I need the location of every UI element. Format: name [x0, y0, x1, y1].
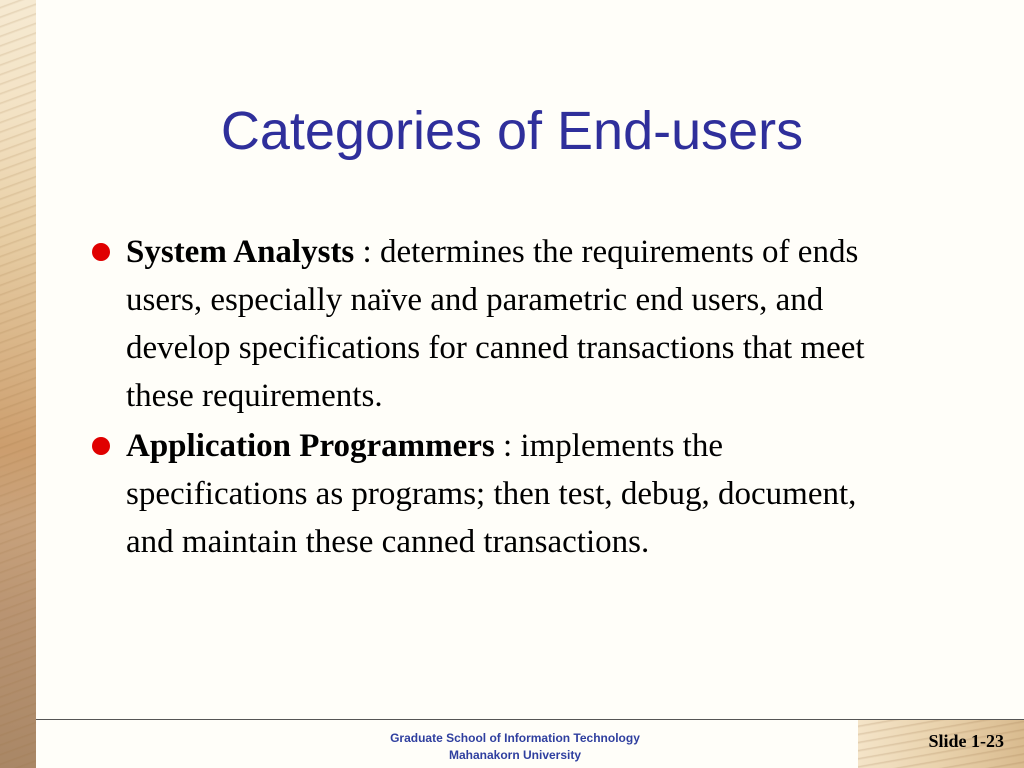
bullet-item-application-programmers — [90, 422, 870, 566]
bullet-term: System Analysts — [126, 234, 355, 270]
bullet-dot-icon — [92, 243, 110, 261]
slide-number: Slide 1-23 — [928, 731, 1004, 751]
slide-title: Categories of End-users — [220, 101, 804, 161]
bullet-item-system-analysts — [90, 228, 870, 420]
footer-line-2: Mahanakorn University — [448, 748, 582, 762]
footer-line-1: Graduate School of Information Technology — [390, 731, 640, 745]
bullet-term: Application Programmers — [126, 428, 495, 464]
bullet-text: : determines the requirements of ends users, especially naïve and parametric end users, and develop specifications for canned transactions that meet these requirements. — [126, 234, 865, 414]
bullet-text: : implements the specifications as programs; then test, debug, document, and maintain these canned transactions. — [126, 428, 857, 560]
slide-number-box — [858, 720, 1024, 768]
bullet-dot-icon — [92, 437, 110, 455]
footer-institution — [300, 730, 730, 764]
bullet-list — [90, 228, 870, 568]
